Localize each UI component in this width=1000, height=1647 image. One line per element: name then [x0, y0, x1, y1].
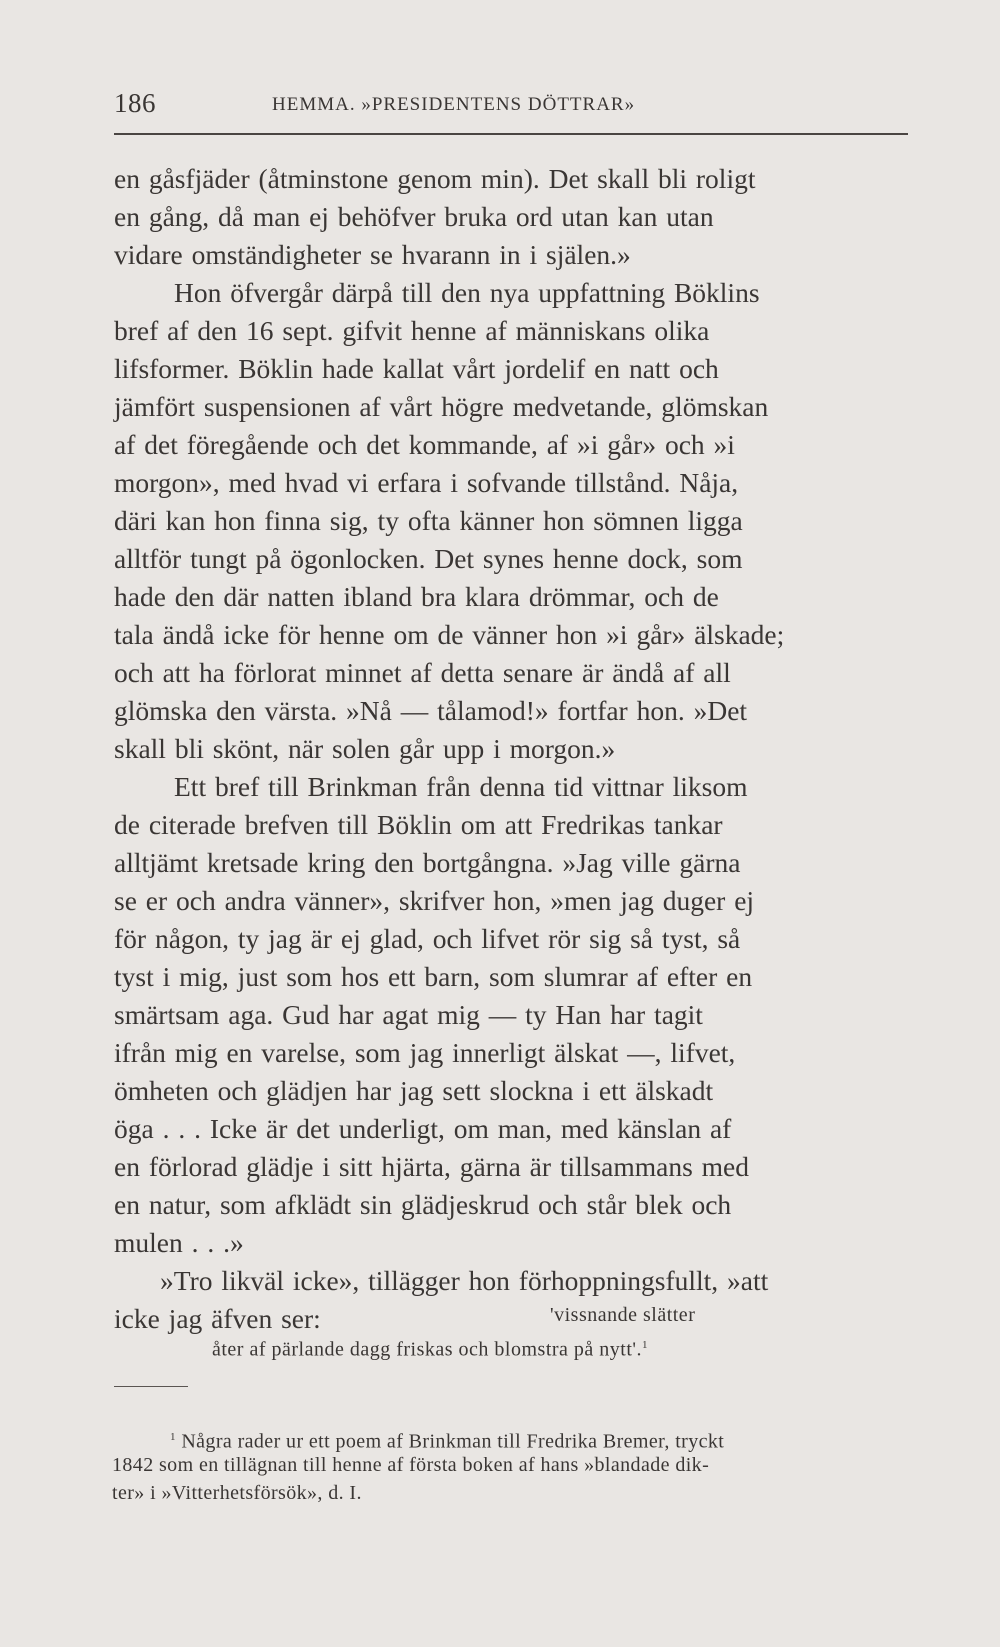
text-line: ifrån mig en varelse, som jag innerligt älskat —, lifvet, [114, 1037, 736, 1068]
text-line: alltför tungt på ögonlocken. Det synes henne dock, som [114, 543, 743, 574]
text-line: för någon, ty jag är ej glad, och lifvet rör sig så tyst, så [114, 923, 741, 954]
text-line: icke jag äfven ser: [114, 1303, 321, 1334]
text-line: Ett bref till Brinkman från denna tid vittnar liksom [174, 771, 748, 802]
text-line: en gång, då man ej behöfver bruka ord utan kan utan [114, 201, 714, 232]
footnote-marker: 1 [170, 1431, 176, 1443]
text-line: morgon», med hvad vi erfara i sofvande tillstånd. Nåja, [114, 467, 739, 498]
footnote-line: ter» i »Vitterhetsförsök», d. I. [112, 1482, 362, 1504]
text-line: öga . . . Icke är det underligt, om man, med känslan af [114, 1113, 732, 1144]
text-line: se er och andra vänner», skrifver hon, »men jag duger ej [114, 885, 755, 916]
text-line: en förlorad glädje i sitt hjärta, gärna är tillsammans med [114, 1151, 750, 1182]
text-line: alltjämt kretsade kring den bortgångna. »Jag ville gärna [114, 847, 741, 878]
text-line: »Tro likväl icke», tillägger hon förhoppningsfullt, »att [160, 1265, 769, 1296]
page-number: 186 [114, 88, 156, 118]
text-line: tala ändå icke för henne om de vänner hon »i går» älskade; [114, 619, 785, 650]
text-line: bref af den 16 sept. gifvit henne af människans olika [114, 315, 710, 346]
text-line: smärtsam aga. Gud har agat mig — ty Han har tagit [114, 999, 703, 1030]
text-line: tyst i mig, just som hos ett barn, som slumrar af efter en [114, 961, 753, 992]
text-line: och att ha förlorat minnet af detta senare är ändå af all [114, 657, 731, 688]
text-line: en gåsfjäder (åtminstone genom min). Det skall bli roligt [114, 163, 756, 194]
text-line: däri kan hon finna sig, ty ofta känner hon sömnen ligga [114, 505, 743, 536]
text-line: af det föregående och det kommande, af »i går» och »i [114, 429, 735, 460]
text-line: vidare omständigheter se hvarann in i själen.» [114, 239, 631, 270]
text-line: ömheten och glädjen har jag sett slockna i ett älskadt [114, 1075, 714, 1106]
text-line: skall bli skönt, när solen går upp i morgon.» [114, 733, 616, 764]
text-line: hade den där natten ibland bra klara drömmar, och de [114, 581, 719, 612]
text-line: glömska den värsta. »Nå — tålamod!» fortfar hon. »Det [114, 695, 748, 726]
text-line: lifsformer. Böklin hade kallat vårt jordelif en natt och [114, 353, 719, 384]
text-line: en natur, som afklädt sin glädjeskrud och står blek och [114, 1189, 732, 1220]
footnote-line: 1842 som en tillägnan till henne af första boken af hans »blandade dik- [112, 1454, 710, 1476]
text-line: mulen . . .» [114, 1227, 244, 1258]
poem-line: 'vissnande slätter [550, 1304, 696, 1326]
text-line: Hon öfvergår därpå till den nya uppfattning Böklins [174, 277, 760, 308]
text-line: jämfört suspensionen af vårt högre medvetande, glömskan [114, 391, 769, 422]
header-rule [114, 133, 908, 135]
running-title: HEMMA. »PRESIDENTENS DÖTTRAR» [272, 94, 636, 115]
footnote-rule [114, 1386, 188, 1387]
footnote-reference: 1 [642, 1339, 649, 1351]
poem-line [212, 1331, 648, 1364]
page-header [114, 88, 914, 128]
poem-line-text: åter af pärlande dagg friskas och blomstra på nytt'. [212, 1338, 643, 1361]
text-line: de citerade brefven till Böklin om att Fredrikas tankar [114, 809, 723, 840]
footnote-text: Några rader ur ett poem af Brinkman till Fredrika Bremer, tryckt [181, 1430, 725, 1453]
